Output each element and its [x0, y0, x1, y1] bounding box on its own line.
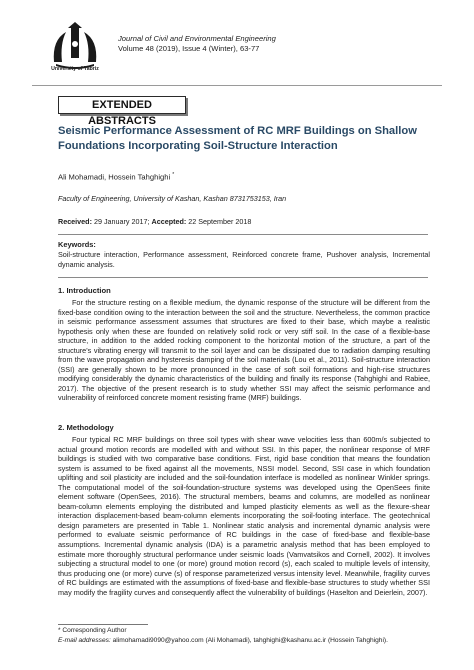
methodology-text: Four typical RC MRF buildings on three soil types with shear wave velocities less than 600m/s subjected to actual ground motion records are modelled with and without SSI. In this paper, the nonlinear response of MRF buildings is studied with two comparative base conditions. First, rigid base condition that means the foundation system is assumed to be fixed against all the movements, NSSI model. Second, SSI case in which foundation uplifting and soil plasticity are included and the soil-foundation interface is modelled as nonlinear Winkler springs. The computational model of the soil-foundation-structure systems was developed using the OpenSees finite element software (OpenSees, 2016). The structural members, beams and columns, are modelled as nonlinear beam-column elements employing the distributed and lumped plasticity elements as well as the flexure-shear interaction displacement-based beam-column elements incorporating the soil-footing interface. The geotechnical design parameters are presented in Table 1. Nonlinear static analysis and incremental dynamic analysis were performed to evaluate seismic performance of RC buildings in the case of fixed-base and flexible-base assumptions. Incremental dynamic analysis (IDA) is a parametric analysis method that has been employed to estimate more thoroughly structural performance under seismic loads (Vamvatsikos and Cornell, 2002). It involves subjecting a structural model to one (or more) ground motion record (s), each scaled to multiple levels of intensity, thus producing one (or more) curve (s) of response parameterized versus intensity level. Meanwhile, fragility curves of RC buildings are estimated with the assumptions of fixed-base and flexible-base structures to study whether SSI may modify the fragility curves and consequently affect the vulnerability of buildings (Haselton and Deierlein, 2007).	[58, 435, 430, 597]
email-label: E-mail addresses:	[58, 637, 111, 644]
author-names: Ali Mohamadi, Hossein Tahghighi	[58, 172, 171, 182]
accepted-label: Accepted:	[151, 217, 187, 226]
divider	[58, 234, 428, 235]
accepted-date: 22 September 2018	[188, 217, 252, 226]
section-body-methodology	[58, 435, 430, 597]
header-divider	[32, 85, 442, 86]
introduction-text: For the structure resting on a flexible medium, the dynamic response of the structure will be different from the fixed-base condition owing to the interaction between the soil and the structure. Nevertheless, the common practice in seismic performance assessment assumes that structures are fixed to their base, which maybe a realistic hypothesis only when these are founded on relatively solid rock or very stiff soil. In the case of a flexible-base structure, in addition to the added rocking component to the horizontal motion of the structure, a part of the structure's vibrating energy will transmit to the soil layer and can be dissipated due to radiation damping resulting from the wave propagation and hysteresis damping of the soil materials (Lou et al., 2011). Soil-structure interaction (SSI) are generally shown to be more pronounced in the case of soft soil formations and high-rise structures modifying considerably the dynamic characteristics of the building and finally its response (Tahghighi and Rabiee, 2017). The objective of the present research is to study whether SSI may affect the seismic performance and vulnerability of reinforced concrete moment resisting frame (MRF) buildings.	[58, 298, 430, 403]
section-heading-introduction: 1. Introduction	[58, 286, 111, 295]
divider	[58, 277, 428, 278]
university-logo-icon	[44, 22, 106, 82]
corresponding-mark: *	[172, 172, 175, 178]
keywords-text: Soil-structure interaction, Performance assessment, Reinforced concrete frame, Pushover analysis, Incremental dynamic analysis.	[58, 250, 430, 269]
title-line-2: Foundations Incorporating Soil-Structure Interaction	[58, 139, 338, 152]
volume-info: Volume 48 (2019), Issue 4 (Winter), 63-77	[118, 44, 260, 53]
email-list: alimohamadi9090@yahoo.com (Ali Mohamadi), tahghighi@kashanu.ac.ir (Hossein Tahghighi).	[112, 637, 388, 644]
received-label: Received:	[58, 217, 92, 226]
section-body-introduction	[58, 298, 430, 403]
extended-abstracts-badge: EXTENDED ABSTRACTS	[58, 96, 186, 114]
university-name: University of Tabriz	[51, 66, 99, 72]
email-addresses	[58, 637, 388, 644]
authors	[58, 172, 174, 182]
journal-name: Journal of Civil and Environmental Engineering	[118, 34, 276, 43]
footnote-divider	[58, 624, 148, 625]
received-date: 29 January 2017;	[93, 217, 150, 226]
title-line-1: Seismic Performance Assessment of RC MRF Buildings on Shallow	[58, 125, 417, 137]
corresponding-author-note: * Corresponding Author	[58, 627, 127, 634]
keywords-heading: Keywords:	[58, 240, 96, 249]
section-heading-methodology: 2. Methodology	[58, 423, 114, 432]
journal-header	[118, 34, 276, 54]
affiliation: Faculty of Engineering, University of Kashan, Kashan 8731753153, Iran	[58, 194, 287, 203]
article-title	[58, 124, 438, 153]
article-dates	[58, 217, 251, 226]
